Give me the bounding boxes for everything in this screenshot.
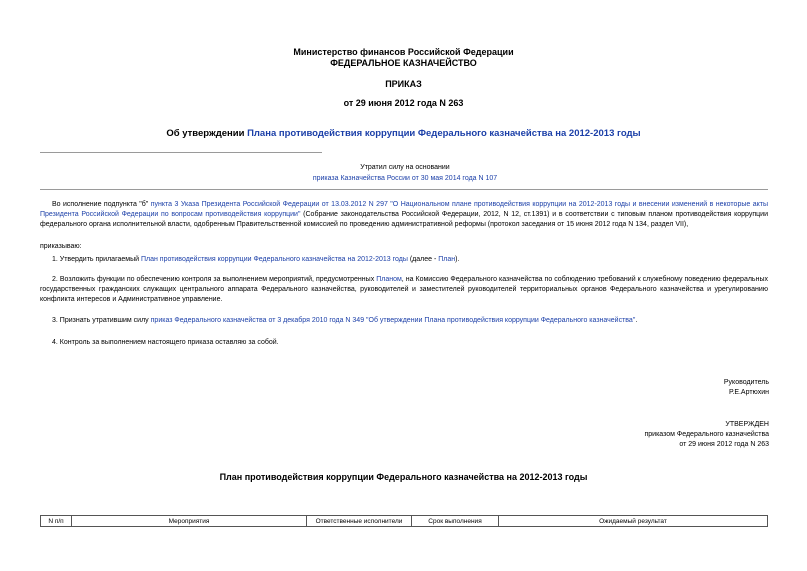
plan-link[interactable]: План противодействия коррупции Федерального казначейства на 2012-2013 годы xyxy=(140,256,408,263)
item-4: 4. Контроль за выполнением настоящего приказа оставляю за собой. xyxy=(52,339,279,346)
signer-name: Р.Е.Артюхин xyxy=(729,389,769,396)
col-header: N п/п xyxy=(41,516,72,527)
approval-block xyxy=(645,420,770,450)
approval-label: УТВЕРЖДЕН xyxy=(725,421,769,428)
item-2: 2. Возложить функции по обеспечению контроля за выполнением мероприятий, предусмотренных Планом, на Комиссию Федерального казначейства по соблюдению требований к служебному поведению федеральных государственных гражданских служащих центрального аппарата Федерального казначейства, руководителей и заместителей руководителей территориальных органов Федерального казначейства и урегулированию конфликта интересов и Административное управление. xyxy=(40,276,768,303)
divider xyxy=(40,152,322,153)
signature-block xyxy=(724,378,769,398)
status-repeal-link[interactable]: приказа Казначейства России от 30 мая 2014 года N 107 xyxy=(312,175,498,182)
divider xyxy=(40,189,768,190)
col-header: Ожидаемый результат xyxy=(499,516,768,527)
item-3: 3. Признать утратившим силу приказ Федерального казначейства от 3 декабря 2010 года N 349 "Об утверждении Плана противодействия коррупции Федерального казначейства". xyxy=(52,317,638,324)
doc-date: от 29 июня 2012 года N 263 xyxy=(343,98,464,108)
order-word: приказываю: xyxy=(40,243,82,250)
approval-order: приказом Федерального казначейства xyxy=(644,431,769,438)
col-header: Ответственные исполнители xyxy=(307,516,412,527)
title-plan-link[interactable]: Плана противодействия коррупции Федерального казначейства на 2012-2013 годы xyxy=(247,128,641,139)
decree-link[interactable]: пункта 3 Указа Президента Российской Федерации от 13.03.2012 N 297 "О Национальном плане противодействия коррупции на 2012-2013 годы и внесении изменений в некоторые акты Президента Российской Федерации по вопросам противодействия коррупции" xyxy=(40,201,768,218)
approval-date: от 29 июня 2012 года N 263 xyxy=(679,441,769,448)
plan-title: План противодействия коррупции Федерального казначейства на 2012-2013 годы xyxy=(219,472,588,482)
status-note: Утратил силу на основании xyxy=(360,164,450,171)
page-title xyxy=(0,128,807,139)
col-header: Мероприятия xyxy=(72,516,307,527)
item-1: 1. Утвердить прилагаемый План противодействия коррупции Федерального казначейства на 2012-2013 годы (далее - План). xyxy=(52,256,460,263)
plan-short-link[interactable]: План xyxy=(438,256,456,263)
ministry-name: Министерство финансов Российской Федерации xyxy=(293,47,514,57)
title-prefix: Об утверждении xyxy=(166,128,248,139)
col-header: Срок выполнения xyxy=(412,516,499,527)
plan-table xyxy=(40,515,768,527)
signer-role: Руководитель xyxy=(723,379,769,386)
agency-name: ФЕДЕРАЛЬНОЕ КАЗНАЧЕЙСТВО xyxy=(330,58,477,68)
doc-type: ПРИКАЗ xyxy=(385,79,422,89)
plan-ref-link[interactable]: Планом xyxy=(376,276,402,283)
old-order-link[interactable]: приказ Федерального казначейства от 3 декабря 2010 года N 349 "Об утверждении Плана противодействия коррупции Федерального казначейства" xyxy=(150,317,636,324)
table-header-row xyxy=(41,516,768,527)
preamble-paragraph: Во исполнение подпункта "б" пункта 3 Указа Президента Российской Федерации от 13.03.2012 N 297 "О Национальном плане противодействия коррупции на 2012-2013 годы и внесении изменений в некоторые акты Президента Российской Федерации по вопросам противодействия коррупции" (Собрание законодательства Российской Федерации, 2012, N 12, ст.1391) и в соответствии с типовым планом противодействия коррупции федерального органа исполнительной власти, одобренным Правительственной комиссией по проведению административной реформы (протокол заседания от 15 июня 2012 года N 134, раздел VII), xyxy=(40,201,768,228)
